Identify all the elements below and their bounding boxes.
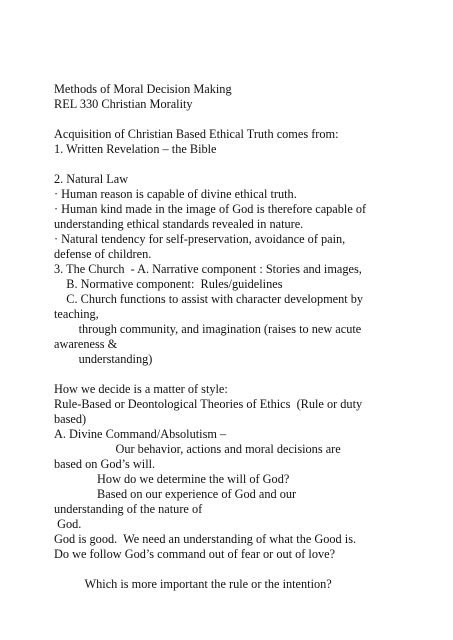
- closing-question: Which is more important the rule or the intention?: [54, 577, 332, 591]
- style-line: based on God’s will.: [54, 457, 156, 471]
- style-line: God.: [54, 517, 82, 531]
- spacer: [54, 367, 399, 382]
- church-line: teaching,: [54, 307, 99, 321]
- natural-law-bullet: · Human kind made in the image of God is therefore capable of: [54, 202, 367, 216]
- style-line: understanding of the nature of: [54, 502, 203, 516]
- style-line: Do we follow God’s command out of fear or out of love?: [54, 547, 336, 561]
- church-line: through community, and imagination (raises to new acute: [54, 322, 362, 336]
- document-body: [54, 82, 399, 592]
- style-line: Rule-Based or Deontological Theories of Ethics (Rule or duty: [54, 397, 363, 411]
- natural-law-bullet: · Human reason is capable of divine ethical truth.: [54, 187, 297, 201]
- style-line: God is good. We need an understanding of what the Good is.: [54, 532, 357, 546]
- style-line: How do we determine the will of God?: [54, 472, 290, 486]
- natural-law-bullet-cont: understanding ethical standards revealed in nature.: [54, 217, 304, 231]
- spacer: [54, 562, 399, 577]
- church-line: B. Normative component: Rules/guidelines: [54, 277, 283, 291]
- course-name: REL 330 Christian Morality: [54, 97, 193, 111]
- style-line: A. Divine Command/Absolutism –: [54, 427, 227, 441]
- spacer: [54, 157, 399, 172]
- spacer: [54, 112, 399, 127]
- source-item-1: 1. Written Revelation – the Bible: [54, 142, 217, 156]
- natural-law-bullet-cont: defense of children.: [54, 247, 152, 261]
- style-line: How we decide is a matter of style:: [54, 382, 228, 396]
- source-item-2-heading: 2. Natural Law: [54, 172, 129, 186]
- church-line: C. Church functions to assist with character development by: [54, 292, 364, 306]
- style-line: based): [54, 412, 87, 426]
- church-line: 3. The Church - A. Narrative component : Stories and images,: [54, 262, 362, 276]
- church-line: understanding): [54, 352, 153, 366]
- style-line: Our behavior, actions and moral decisions are: [54, 442, 341, 456]
- church-line: awareness &: [54, 337, 118, 351]
- document-title: Methods of Moral Decision Making: [54, 82, 232, 96]
- style-line: Based on our experience of God and our: [54, 487, 297, 501]
- intro-line: Acquisition of Christian Based Ethical Truth comes from:: [54, 127, 339, 141]
- natural-law-bullet: · Natural tendency for self-preservation, avoidance of pain,: [54, 232, 346, 246]
